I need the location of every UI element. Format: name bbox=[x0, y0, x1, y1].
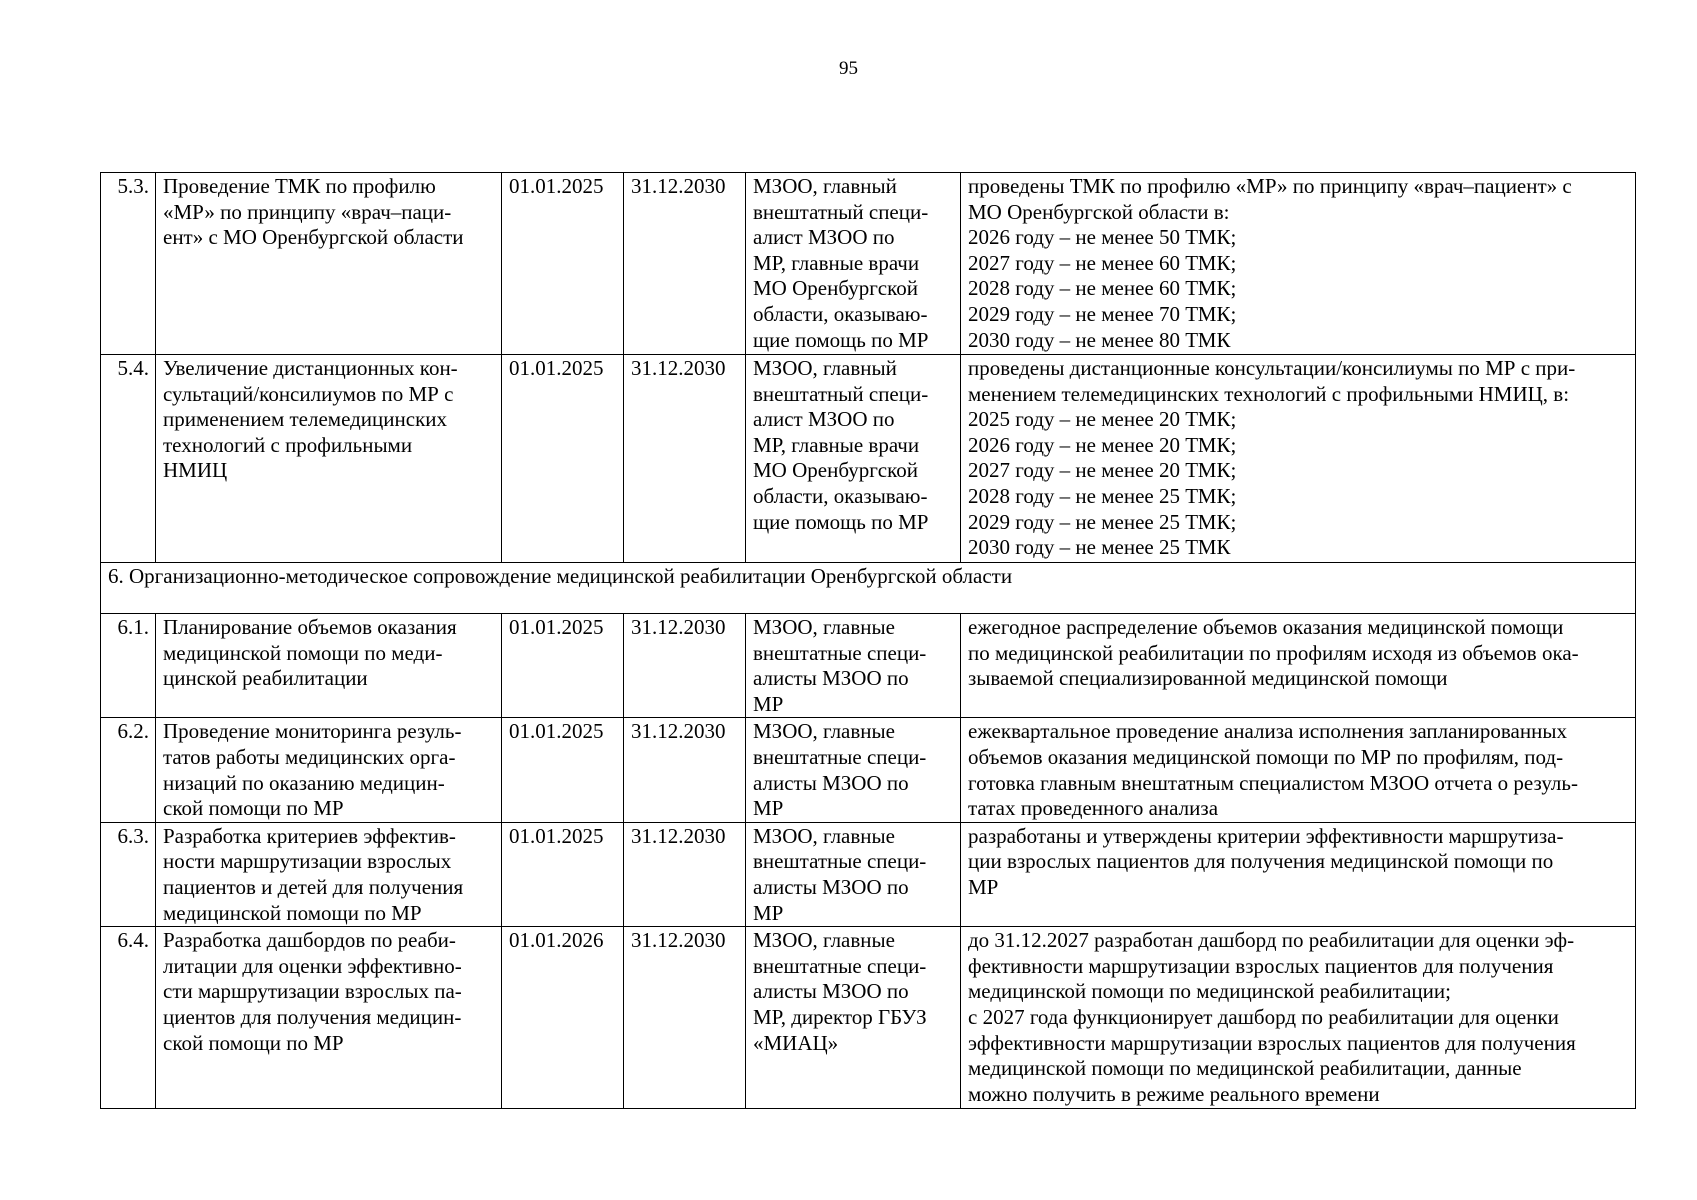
text-line: менением телемедицинских технологий с профильными НМИЦ, в: bbox=[968, 381, 1570, 406]
table-body bbox=[101, 173, 1636, 1109]
text-line: МЗОО, главные bbox=[753, 719, 895, 744]
text-line: МР bbox=[753, 900, 784, 925]
text-line: с 2027 года функционирует дашборд по реабилитации для оценки bbox=[968, 1004, 1559, 1029]
text-line: алисты МЗОО по bbox=[753, 979, 909, 1004]
text-line: алист МЗОО по bbox=[753, 225, 895, 250]
start-date: 01.01.2026 bbox=[502, 927, 624, 1109]
text-line: МО Оренбургской bbox=[753, 458, 919, 483]
end-date: 31.12.2030 bbox=[624, 614, 746, 718]
responsible bbox=[746, 927, 961, 1109]
expected-result bbox=[961, 718, 1636, 822]
text-line: области, оказываю- bbox=[753, 301, 928, 326]
section-title: 6. Организационно-методическое сопровождение медицинской реабилитации Оренбургской области bbox=[101, 563, 1636, 614]
text-line: готовка главным внештатным специалистом МЗОО отчета о резуль- bbox=[968, 770, 1578, 795]
text-line: «МР» по принципу «врач–паци- bbox=[163, 199, 452, 224]
table-row bbox=[101, 822, 1636, 926]
text-line: МЗОО, главный bbox=[753, 174, 897, 198]
start-date: 01.01.2025 bbox=[502, 173, 624, 355]
text-line: ежеквартальное проведение анализа исполнения запланированных bbox=[968, 719, 1567, 744]
text-line: татов работы медицинских орга- bbox=[163, 744, 456, 769]
measure-name bbox=[156, 173, 502, 355]
measure-name bbox=[156, 718, 502, 822]
text-line: МР bbox=[753, 691, 784, 716]
text-line: медицинской помощи по медицинской реабилитации; bbox=[968, 979, 1451, 1004]
text-line: внештатный специ- bbox=[753, 381, 929, 406]
end-date: 31.12.2030 bbox=[624, 822, 746, 926]
text-line: алисты МЗОО по bbox=[753, 666, 909, 691]
table-row bbox=[101, 614, 1636, 718]
text-line: технологий с профильными bbox=[163, 432, 413, 457]
measure-name bbox=[156, 927, 502, 1109]
table-row bbox=[101, 173, 1636, 355]
start-date: 01.01.2025 bbox=[502, 614, 624, 718]
responsible bbox=[746, 355, 961, 563]
text-line: МР bbox=[753, 796, 784, 821]
text-line: ции взрослых пациентов для получения медицинской помощи по bbox=[968, 849, 1554, 874]
table-row bbox=[101, 355, 1636, 563]
text-line: медицинской помощи по медицинской реабилитации, данные bbox=[968, 1056, 1522, 1081]
text-line: Разработка дашбордов по реаби- bbox=[163, 928, 456, 953]
text-line: Увеличение дистанционных кон- bbox=[163, 356, 458, 380]
text-line: Проведение ТМК по профилю bbox=[163, 174, 436, 198]
text-line: можно получить в режиме реального времени bbox=[968, 1081, 1380, 1106]
expected-result bbox=[961, 173, 1636, 355]
end-date: 31.12.2030 bbox=[624, 927, 746, 1109]
measure-name bbox=[156, 614, 502, 718]
text-line: фективности маршрутизации взрослых пациентов для получения bbox=[968, 953, 1554, 978]
text-line: ент» с МО Оренбургской области bbox=[163, 225, 464, 250]
text-line: 2028 году – не менее 60 ТМК; bbox=[968, 276, 1237, 301]
text-line: объемов оказания медицинской помощи по МР по профилям, под- bbox=[968, 744, 1564, 769]
text-line: алист МЗОО по bbox=[753, 407, 895, 432]
end-date: 31.12.2030 bbox=[624, 355, 746, 563]
start-date: 01.01.2025 bbox=[502, 718, 624, 822]
text-line: ской помощи по МР bbox=[163, 796, 344, 821]
item-number: 6.2. bbox=[101, 718, 156, 822]
text-line: внештатный специ- bbox=[753, 199, 929, 224]
text-line: Планирование объемов оказания bbox=[163, 615, 457, 639]
text-line: МР bbox=[968, 874, 999, 899]
text-line: НМИЦ bbox=[163, 458, 228, 483]
text-line: применением телемедицинских bbox=[163, 407, 448, 432]
text-line: ежегодное распределение объемов оказания медицинской помощи bbox=[968, 615, 1564, 639]
text-line: 2026 году – не менее 20 ТМК; bbox=[968, 432, 1237, 457]
text-line: проведены дистанционные консультации/консилиумы по МР с при- bbox=[968, 356, 1576, 380]
text-line: 2027 году – не менее 20 ТМК; bbox=[968, 458, 1237, 483]
end-date: 31.12.2030 bbox=[624, 718, 746, 822]
text-line: 2030 году – не менее 25 ТМК bbox=[968, 535, 1231, 560]
text-line: алисты МЗОО по bbox=[753, 874, 909, 899]
item-number: 6.1. bbox=[101, 614, 156, 718]
section-row bbox=[101, 563, 1636, 614]
text-line: алисты МЗОО по bbox=[753, 770, 909, 795]
text-line: 2029 году – не менее 70 ТМК; bbox=[968, 301, 1237, 326]
text-line: сультаций/консилиумов по МР с bbox=[163, 381, 454, 406]
measure-name bbox=[156, 355, 502, 563]
text-line: 2029 году – не менее 25 ТМК; bbox=[968, 509, 1237, 534]
text-line: 2026 году – не менее 50 ТМК; bbox=[968, 225, 1237, 250]
text-line: по медицинской реабилитации по профилям исходя из объемов ока- bbox=[968, 640, 1579, 665]
text-line: разработаны и утверждены критерии эффективности маршрутиза- bbox=[968, 823, 1564, 848]
responsible bbox=[746, 718, 961, 822]
table-row bbox=[101, 718, 1636, 822]
text-line: МЗОО, главные bbox=[753, 823, 895, 848]
text-line: сти маршрутизации взрослых па- bbox=[163, 979, 462, 1004]
text-line: МР, директор ГБУЗ bbox=[753, 1004, 927, 1029]
text-line: проведены ТМК по профилю «МР» по принципу «врач–пациент» с bbox=[968, 174, 1572, 198]
page-number: 95 bbox=[839, 58, 858, 79]
text-line: Проведение мониторинга резуль- bbox=[163, 719, 462, 744]
item-number: 5.4. bbox=[101, 355, 156, 563]
text-line: МЗОО, главные bbox=[753, 928, 895, 953]
expected-result bbox=[961, 927, 1636, 1109]
text-line: медицинской помощи по МР bbox=[163, 900, 422, 925]
table-row bbox=[101, 927, 1636, 1109]
expected-result bbox=[961, 614, 1636, 718]
text-line: МО Оренбургской bbox=[753, 276, 919, 301]
text-line: щие помощь по МР bbox=[753, 327, 929, 352]
text-line: зываемой специализированной медицинской помощи bbox=[968, 666, 1448, 691]
text-line: МР, главные врачи bbox=[753, 432, 920, 457]
text-line: циентов для получения медицин- bbox=[163, 1004, 462, 1029]
measure-name bbox=[156, 822, 502, 926]
text-line: внештатные специ- bbox=[753, 640, 927, 665]
text-line: области, оказываю- bbox=[753, 483, 928, 508]
text-line: МЗОО, главные bbox=[753, 615, 895, 639]
measures-table bbox=[100, 172, 1636, 1109]
text-line: цинской реабилитации bbox=[163, 666, 368, 691]
text-line: внештатные специ- bbox=[753, 744, 927, 769]
text-line: Разработка критериев эффектив- bbox=[163, 823, 456, 848]
text-line: медицинской помощи по меди- bbox=[163, 640, 443, 665]
text-line: внештатные специ- bbox=[753, 849, 927, 874]
text-line: МЗОО, главный bbox=[753, 356, 897, 380]
responsible bbox=[746, 822, 961, 926]
item-number: 6.3. bbox=[101, 822, 156, 926]
text-line: 2030 году – не менее 80 ТМК bbox=[968, 327, 1231, 352]
expected-result bbox=[961, 822, 1636, 926]
text-line: щие помощь по МР bbox=[753, 509, 929, 534]
responsible bbox=[746, 614, 961, 718]
text-line: эффективности маршрутизации взрослых пациентов для получения bbox=[968, 1030, 1576, 1055]
start-date: 01.01.2025 bbox=[502, 355, 624, 563]
text-line: ской помощи по МР bbox=[163, 1030, 344, 1055]
start-date: 01.01.2025 bbox=[502, 822, 624, 926]
text-line: 2028 году – не менее 25 ТМК; bbox=[968, 483, 1237, 508]
text-line: низаций по оказанию медицин- bbox=[163, 770, 445, 795]
text-line: 2027 году – не менее 60 ТМК; bbox=[968, 250, 1237, 275]
text-line: пациентов и детей для получения bbox=[163, 874, 464, 899]
item-number: 6.4. bbox=[101, 927, 156, 1109]
text-line: «МИАЦ» bbox=[753, 1030, 839, 1055]
item-number: 5.3. bbox=[101, 173, 156, 355]
end-date: 31.12.2030 bbox=[624, 173, 746, 355]
text-line: ности маршрутизации взрослых bbox=[163, 849, 452, 874]
text-line: до 31.12.2027 разработан дашборд по реабилитации для оценки эф- bbox=[968, 928, 1575, 953]
expected-result bbox=[961, 355, 1636, 563]
text-line: внештатные специ- bbox=[753, 953, 927, 978]
text-line: МР, главные врачи bbox=[753, 250, 920, 275]
text-line: литации для оценки эффективно- bbox=[163, 953, 462, 978]
text-line: татах проведенного анализа bbox=[968, 796, 1219, 821]
text-line: 2025 году – не менее 20 ТМК; bbox=[968, 407, 1237, 432]
responsible bbox=[746, 173, 961, 355]
text-line: МО Оренбургской области в: bbox=[968, 199, 1230, 224]
